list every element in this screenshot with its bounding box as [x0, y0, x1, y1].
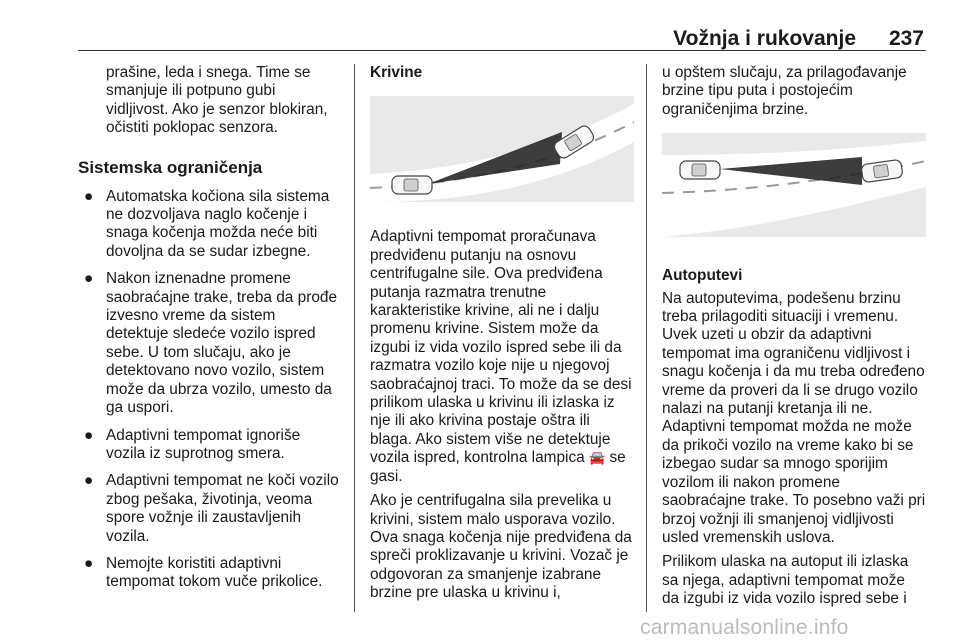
highway-illustration [662, 133, 926, 237]
list-item: ● Automatska kočiona sila sistema ne dozvoljava naglo kočenje i snaga kočenja možda neće biti dovoljna da se sudar izbegne. [84, 187, 330, 260]
own-car-icon [680, 161, 720, 179]
list-item: ● Adaptivni tempomat ne koči vozilo zbog pešaka, životinja, veoma spore vožnje ili zaustavljenih vozila. [84, 472, 339, 545]
curve-road-drawing [370, 96, 634, 202]
bullet-icon: ● [84, 554, 94, 572]
heading-curves: Krivine [370, 64, 423, 81]
curves-paragraph-2: Ako je centrifugalna sila prevelika u krivini, sistem malo usporava vozilo. Ova snaga kočenja nije predviđena da spreči proklizavanje u krivini. Vozač je odgovoran za smanjenje izabrane brzine pre ulaska u krivinu i, [370, 492, 632, 602]
own-car-icon [392, 176, 432, 194]
page-number: 237 [888, 27, 924, 50]
column-left [78, 64, 342, 601]
bullet-icon: ● [84, 472, 94, 490]
continued-paragraph: u opštem slučaju, za prilagođavanje brzine tipu puta i postojećim ograničenjima brzine. [662, 64, 907, 118]
heading-system-limits: Sistemska ograničenja [78, 157, 263, 177]
column-divider-left [354, 64, 355, 612]
road-shape [662, 141, 926, 237]
bullet-icon: ● [84, 426, 94, 444]
list-item: ● Nemojte koristiti adaptivni tempomat tokom vuče prikolice. [84, 554, 323, 591]
bullet-icon: ● [84, 270, 94, 288]
curves-paragraph-1: Adaptivni tempomat proračunava predviđenu putanju na osnovu centrifugalne sile. Ova predviđena putanja razmatra trenutne karakteristike krivine, ali ne i dalju promenu krivine. Sistem može da izgubi iz vida vozilo ispred sebe ili da razmatra vozilo koje nije u njegovoj saobraćajnoj traci. To može da se desi prilikom ulaska u krivinu ili izlaska iz nje ili ako krivina postaje oštra ili blaga. Ako sistem više ne detektuje vozila ispred, kontrolna lampica 🚘 se gasi. [370, 228, 632, 485]
limits-list [78, 188, 342, 592]
page-header [78, 0, 926, 51]
list-item: ● Nakon iznenadne promene saobraćajne trake, treba da prođe izvesno vreme da sistem detektuje sledeće vozilo ispred sebe. U tom slučaju, ako je detektovano novo vozilo, sistem može da ubrza vozilo, umesto da ga uspori. [84, 270, 338, 417]
column-right [662, 64, 926, 615]
heading-highways: Autoputevi [662, 267, 743, 285]
list-item: ● Adaptivni tempomat ignoriše vozila iz suprotnog smera. [84, 426, 301, 462]
column-divider-right [646, 64, 647, 612]
section-title: Vožnja i rukovanje [673, 27, 856, 50]
column-middle [370, 64, 634, 609]
bullet-icon: ● [84, 187, 94, 205]
highways-paragraph-2: Prilikom ulaska na autoput ili izlaska sa njega, adaptivni tempomat može da izgubi iz vida vozilo ispred sebe i [662, 553, 909, 608]
watermark-text: carmanualsonline.info [640, 616, 849, 639]
highways-paragraph-1: Na autoputevima, podešenu brzinu treba prilagoditi situaciji i vremenu. Uvek uzeti u obzir da adaptivni tempomat ima ograničenu vidljivost i snagu kočenja i da mu treba određeno vreme da proveri da li se drugo vozilo nalazi na putanji kretanja ili ne. Adaptivni tempomat možda ne može da prikoči vozilo na vreme kako bi se izbegao sudar sa mnogo sporijim vozilom ili nakon promene saobraćajne trake. To posebno važi pri brzoj vožnji ili smanjenoj vidljivosti usled vremenskih uslova. [662, 289, 926, 546]
highway-road-drawing [662, 133, 926, 237]
continued-paragraph: prašine, leda i snega. Time se smanjuje ili potpuno gubi vidljivost. Ako je senzor blokiran, očistiti poklopac senzora. [106, 64, 328, 137]
car-front-icon: 🚘 [589, 450, 606, 466]
curve-illustration [370, 96, 634, 202]
